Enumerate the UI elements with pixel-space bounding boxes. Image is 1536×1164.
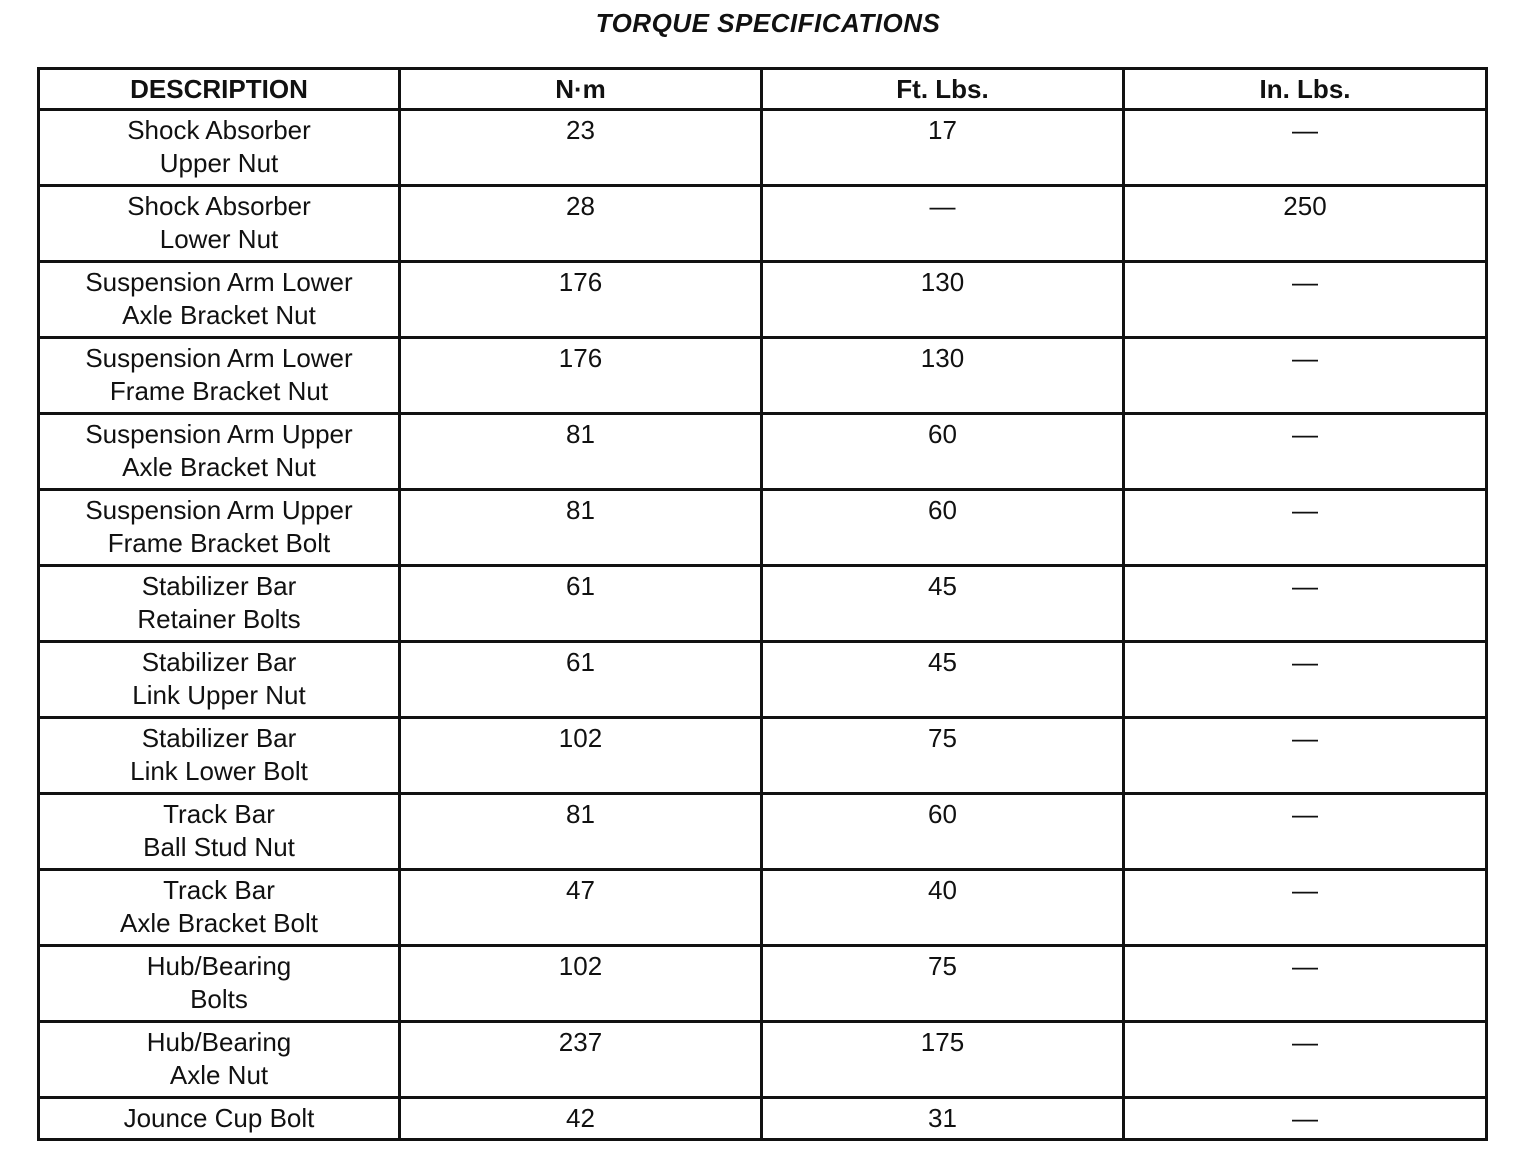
in-lbs-cell: — <box>1124 490 1487 566</box>
ft-lbs-cell: 45 <box>762 566 1124 642</box>
description-line-1: Hub/Bearing <box>146 1027 292 1057</box>
in-lbs-cell: — <box>1124 946 1487 1022</box>
in-lbs-cell: — <box>1124 1022 1487 1098</box>
description-line-2: Frame Bracket Bolt <box>107 528 331 558</box>
nm-cell: 23 <box>400 110 762 186</box>
nm-cell: 81 <box>400 794 762 870</box>
in-lbs-cell: — <box>1124 338 1487 414</box>
description-line-1: Track Bar <box>163 799 275 829</box>
torque-spec-table <box>37 67 1488 1141</box>
column-header-description: DESCRIPTION <box>39 69 400 110</box>
nm-cell: 61 <box>400 566 762 642</box>
in-lbs-cell: — <box>1124 642 1487 718</box>
description-cell <box>39 262 400 338</box>
description-line-2: Axle Bracket Nut <box>122 452 316 482</box>
description-cell <box>39 642 400 718</box>
ft-lbs-cell: 75 <box>762 718 1124 794</box>
table-row <box>39 110 1487 186</box>
description-line-1: Hub/Bearing <box>146 951 292 981</box>
ft-lbs-cell: 60 <box>762 414 1124 490</box>
description-line-1: Track Bar <box>163 875 275 905</box>
table-row <box>39 414 1487 490</box>
description-line-2: Axle Bracket Bolt <box>120 908 318 938</box>
nm-cell: 47 <box>400 870 762 946</box>
table-row <box>39 338 1487 414</box>
table-row <box>39 870 1487 946</box>
ft-lbs-cell: — <box>762 186 1124 262</box>
description-line-2: Retainer Bolts <box>137 604 301 634</box>
description-line-2: Link Lower Bolt <box>130 756 308 786</box>
nm-cell: 28 <box>400 186 762 262</box>
description-cell <box>39 110 400 186</box>
page-title: TORQUE SPECIFICATIONS <box>595 8 941 38</box>
description-cell <box>39 870 400 946</box>
table-row <box>39 262 1487 338</box>
table-row <box>39 1098 1487 1140</box>
in-lbs-cell: — <box>1124 1098 1487 1140</box>
in-lbs-cell: — <box>1124 262 1487 338</box>
in-lbs-cell: — <box>1124 110 1487 186</box>
nm-cell: 81 <box>400 490 762 566</box>
table-row <box>39 1022 1487 1098</box>
ft-lbs-cell: 130 <box>762 262 1124 338</box>
ft-lbs-cell: 31 <box>762 1098 1124 1140</box>
nm-cell: 237 <box>400 1022 762 1098</box>
description-line-2: Axle Bracket Nut <box>122 300 316 330</box>
column-header-nm: N·m <box>400 69 762 110</box>
description-line-2: Lower Nut <box>159 224 279 254</box>
nm-cell: 61 <box>400 642 762 718</box>
description-line-1: Suspension Arm Upper <box>85 495 353 525</box>
description-line-2: Frame Bracket Nut <box>109 376 329 406</box>
column-header-ft-lbs: Ft. Lbs. <box>762 69 1124 110</box>
table-row <box>39 186 1487 262</box>
ft-lbs-cell: 75 <box>762 946 1124 1022</box>
ft-lbs-cell: 60 <box>762 490 1124 566</box>
description-line-2: Link Upper Nut <box>132 680 306 710</box>
nm-cell: 81 <box>400 414 762 490</box>
ft-lbs-cell: 40 <box>762 870 1124 946</box>
ft-lbs-cell: 45 <box>762 642 1124 718</box>
description-line-2: Bolts <box>190 984 248 1014</box>
description-cell <box>39 718 400 794</box>
in-lbs-cell: — <box>1124 414 1487 490</box>
ft-lbs-cell: 60 <box>762 794 1124 870</box>
table-row <box>39 642 1487 718</box>
ft-lbs-cell: 175 <box>762 1022 1124 1098</box>
column-header-in-lbs: In. Lbs. <box>1124 69 1487 110</box>
description-cell <box>39 414 400 490</box>
table-row <box>39 566 1487 642</box>
description-cell <box>39 1022 400 1098</box>
description-line-2: Axle Nut <box>169 1060 269 1090</box>
in-lbs-cell: — <box>1124 870 1487 946</box>
description-line-2: Ball Stud Nut <box>143 832 295 862</box>
description-cell <box>39 490 400 566</box>
in-lbs-cell: — <box>1124 794 1487 870</box>
description-cell <box>39 186 400 262</box>
nm-cell: 176 <box>400 262 762 338</box>
description-cell: Jounce Cup Bolt <box>39 1098 400 1140</box>
description-cell <box>39 566 400 642</box>
ft-lbs-cell: 17 <box>762 110 1124 186</box>
nm-cell: 42 <box>400 1098 762 1140</box>
description-line-1: Stabilizer Bar <box>141 571 297 601</box>
table-header-row <box>39 69 1487 110</box>
description-line-1: Suspension Arm Upper <box>85 419 353 449</box>
table-row <box>39 718 1487 794</box>
in-lbs-cell: — <box>1124 718 1487 794</box>
nm-cell: 176 <box>400 338 762 414</box>
table-row <box>39 794 1487 870</box>
description-line-1: Shock Absorber <box>127 191 311 221</box>
table-row <box>39 490 1487 566</box>
description-cell <box>39 946 400 1022</box>
description-cell <box>39 338 400 414</box>
table-row <box>39 946 1487 1022</box>
description-line-1: Stabilizer Bar <box>141 647 297 677</box>
description-line-1: Shock Absorber <box>127 115 311 145</box>
description-line-1: Suspension Arm Lower <box>85 343 353 373</box>
description-cell <box>39 794 400 870</box>
description-line-1: Suspension Arm Lower <box>85 267 353 297</box>
description-line-1: Stabilizer Bar <box>141 723 297 753</box>
in-lbs-cell: 250 <box>1124 186 1487 262</box>
ft-lbs-cell: 130 <box>762 338 1124 414</box>
description-line-2: Upper Nut <box>159 148 279 178</box>
nm-cell: 102 <box>400 718 762 794</box>
in-lbs-cell: — <box>1124 566 1487 642</box>
nm-cell: 102 <box>400 946 762 1022</box>
